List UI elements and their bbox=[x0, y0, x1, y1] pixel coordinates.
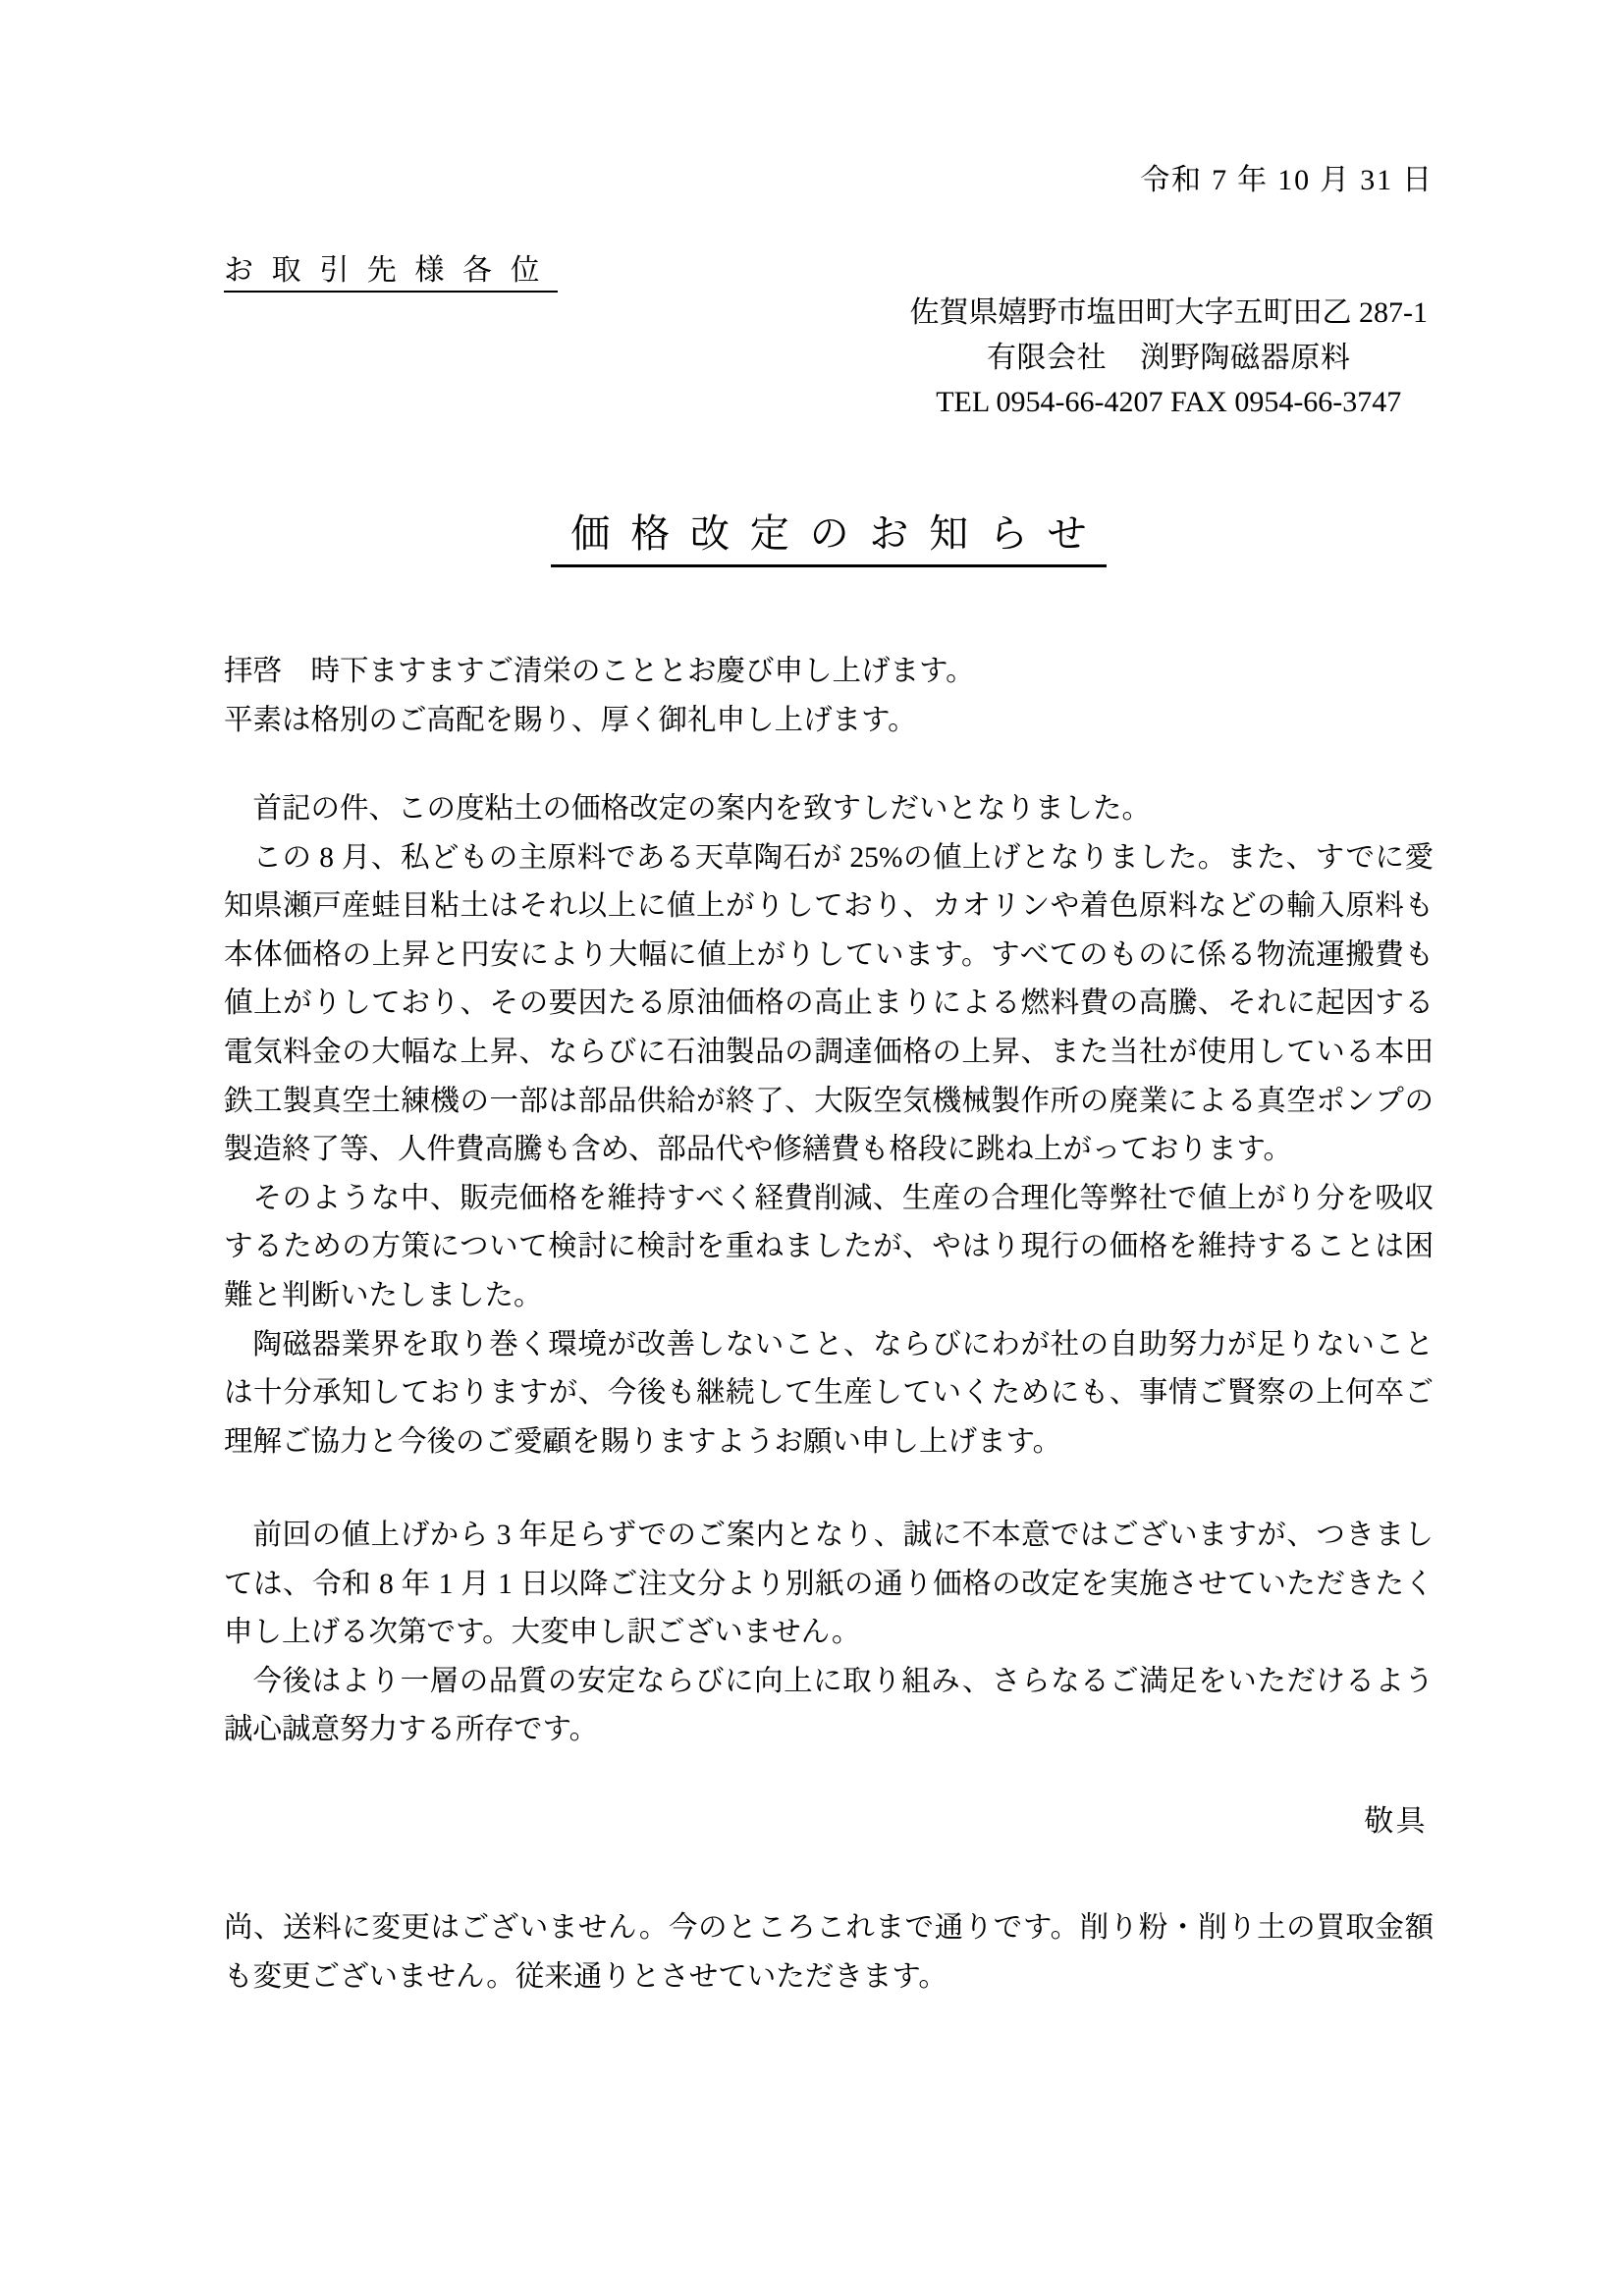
body-block bbox=[224, 785, 1434, 1467]
sender-address: 佐賀県嬉野市塩田町大字五町田乙 287-1 bbox=[909, 296, 1428, 329]
sender-company-type: 有限会社 bbox=[986, 341, 1108, 374]
sender-block bbox=[910, 291, 1429, 425]
body-paragraph-6: 今後はより一層の品質の安定ならびに向上に取り組み、さらなるご満足をいただけるよう誠心誠意努力する所存です。 bbox=[224, 1665, 1434, 1746]
sender-company-name: 渕野陶磁器原料 bbox=[1140, 341, 1351, 374]
recipient-line: お取引先様各位 bbox=[224, 245, 558, 293]
body-paragraph-3: そのような中、販売価格を維持すべく経費削減、生産の合理化等弊社で値上がり分を吸収するための方策について検討に検討を重ねましたが、やはり現行の価格を維持することは困難と判断いたしました。 bbox=[224, 1182, 1434, 1311]
page-title bbox=[224, 503, 1434, 567]
document-date: 令和 7 年 10 月 31 日 bbox=[1140, 164, 1434, 196]
greeting-line-2: 平素は格別のご高配を賜り、厚く御礼申し上げます。 bbox=[224, 704, 917, 736]
page-title-text: 価格改定のお知らせ bbox=[551, 503, 1108, 567]
closing-salutation: 敬具 bbox=[1364, 1805, 1428, 1838]
body-paragraph-4: 陶磁器業界を取り巻く環境が改善しないこと、ならびにわが社の自助努力が足りないことは十分承知しておりますが、今後も継続して生産していくためにも、事情ご賢察の上何卒ご理解ご協力と今後のご愛顧を賜りますようお願い申し上げます。 bbox=[224, 1328, 1434, 1458]
document-content-area bbox=[224, 0, 1434, 2296]
body-block-later bbox=[224, 1512, 1434, 1755]
body-paragraph-5: 前回の値上げから 3 年足らずでのご案内となり、誠に不本意ではございますが、つきましては、令和 8 年 1 月 1 日以降ご注文分より別紙の通り価格の改定を実施させていただきたく申し上げる次第です。大変申し訳ございません。 bbox=[224, 1520, 1434, 1649]
greeting-line-1: 拝啓 時下ますますご清栄のこととお慶び申し上げます。 bbox=[224, 656, 975, 687]
body-paragraph-1: 首記の件、この度粘土の価格改定の案内を致すしだいとなりました。 bbox=[252, 793, 1152, 825]
greeting-block bbox=[224, 648, 1434, 745]
postscript-paragraph-1: 尚、送料に変更はございません。今のところこれまで通りです。削り粉・削り土の買取金額も変更ございません。従来通りとさせていただきます。 bbox=[224, 1912, 1434, 1993]
sender-company bbox=[910, 336, 1429, 381]
body-paragraph-2: この 8 月、私どもの主原料である天草陶石が 25%の値上げとなりました。また、すでに愛知県瀬戸産蛙目粘土はそれ以上に値上がりしており、カオリンや着色原料などの輸入原料も本体価格の上昇と円安により大幅に値上がりしています。すべてのものに係る物流運搬費も値上がりしており、その要因たる原油価格の高止まりによる燃料費の高騰、それに起因する電気料金の大幅な上昇、ならびに石油製品の調達価格の上昇、また当社が使用している本田鉄工製真空土練機の一部は部品供給が終了、大阪空気機械製作所の廃業による真空ポンプの製造終了等、人件費高騰も含め、部品代や修繕費も格段に跳ね上がっております。 bbox=[224, 841, 1434, 1166]
sender-contact: TEL 0954-66-4207 FAX 0954-66-3747 bbox=[936, 386, 1402, 419]
postscript-block bbox=[224, 1904, 1434, 2002]
